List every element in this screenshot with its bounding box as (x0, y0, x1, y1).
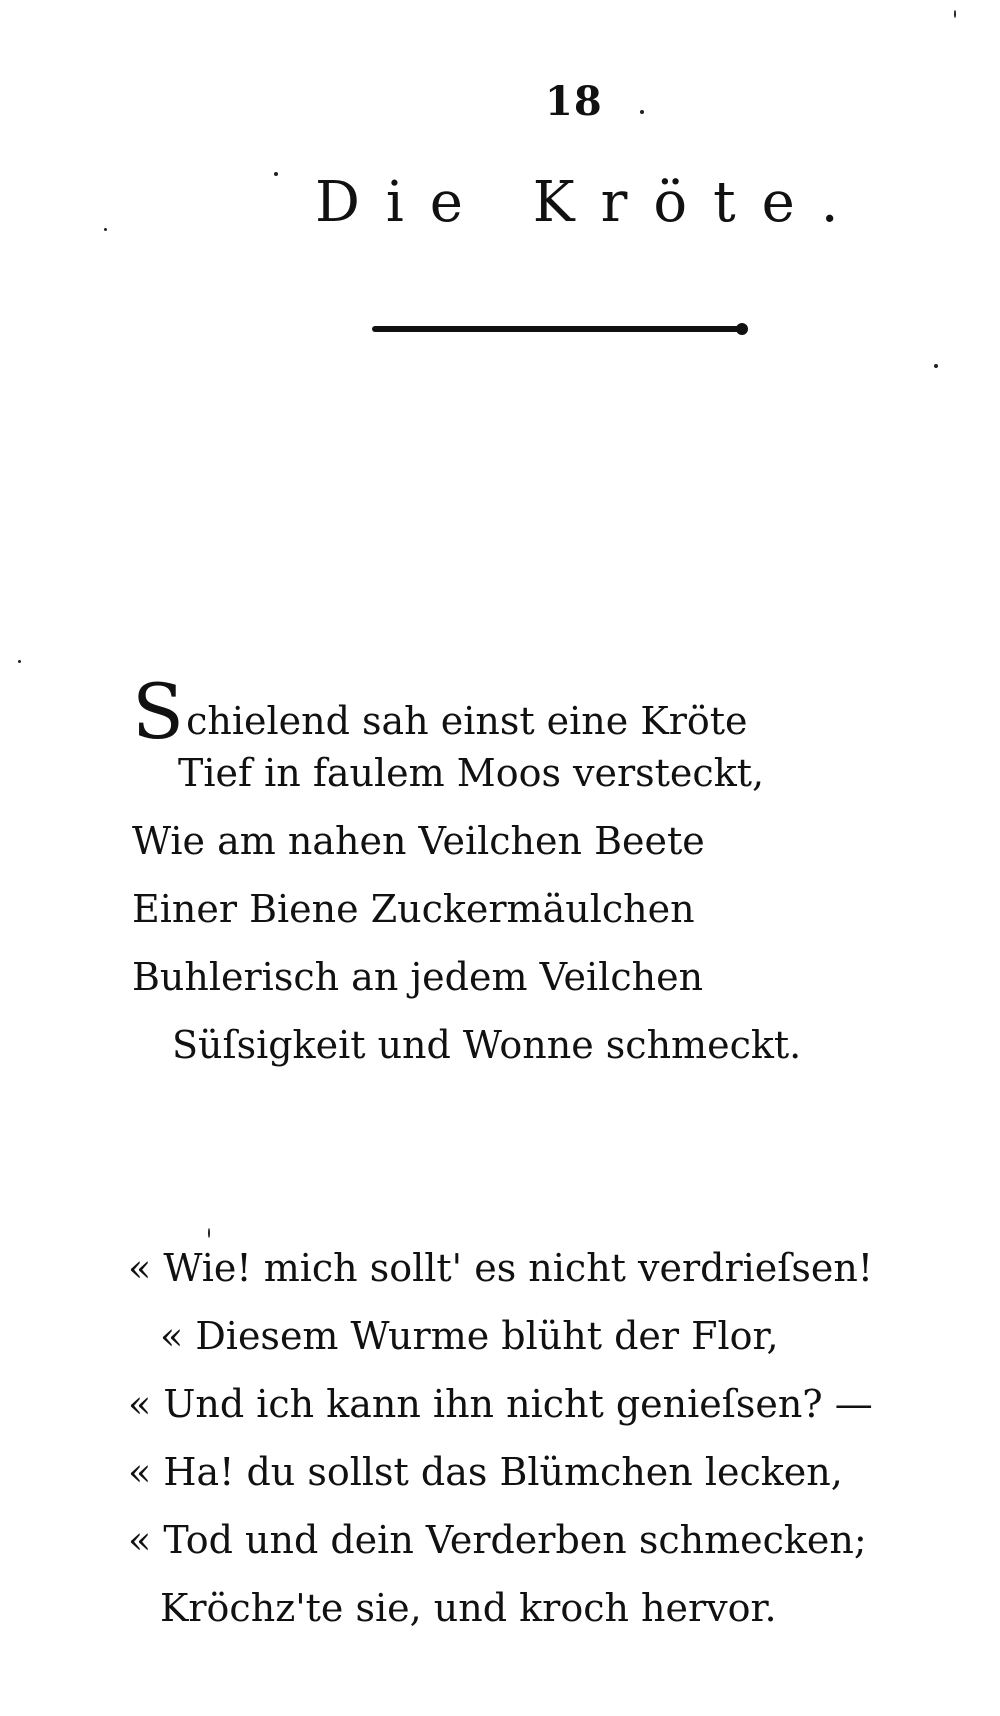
scan-speck (18, 660, 21, 663)
verse-line-12: Kröchz'te sie, und kroch hervor. (160, 1586, 777, 1630)
title-divider (372, 326, 742, 332)
verse-line-8: « Diesem Wurme blüht der Flor, (160, 1314, 779, 1358)
verse-line-3: Wie am nahen Veilchen Beete (132, 819, 705, 863)
scan-speck (954, 10, 956, 18)
verse-line-6: Süſsigkeit und Wonne schmeckt. (172, 1023, 802, 1067)
page-number: 18 (545, 78, 603, 125)
verse-line-1-text: chielend sah einst eine Kröte (186, 699, 748, 743)
verse-line-4: Einer Biene Zuckermäulchen (132, 887, 695, 931)
verse-line-1 (132, 667, 748, 756)
verse-line-5: Buhlerisch an jedem Veilchen (132, 955, 704, 999)
verse-line-2: Tief in faulem Moos versteckt, (178, 751, 765, 795)
scan-speck (934, 364, 938, 368)
scan-speck (208, 1228, 210, 1238)
scan-speck (104, 228, 107, 231)
verse-line-10: « Ha! du sollst das Blümchen lecken, (128, 1450, 843, 1494)
verse-line-11: « Tod und dein Verderben schmecken; (128, 1518, 867, 1562)
page-title: Die Kröte. (315, 170, 865, 235)
drop-cap: S (132, 667, 185, 756)
scan-speck (274, 172, 278, 176)
verse-line-9: « Und ich kann ihn nicht genieſsen? — (128, 1382, 873, 1426)
scan-speck (640, 110, 644, 114)
verse-line-7: « Wie! mich sollt' es nicht verdrieſsen! (128, 1246, 874, 1290)
